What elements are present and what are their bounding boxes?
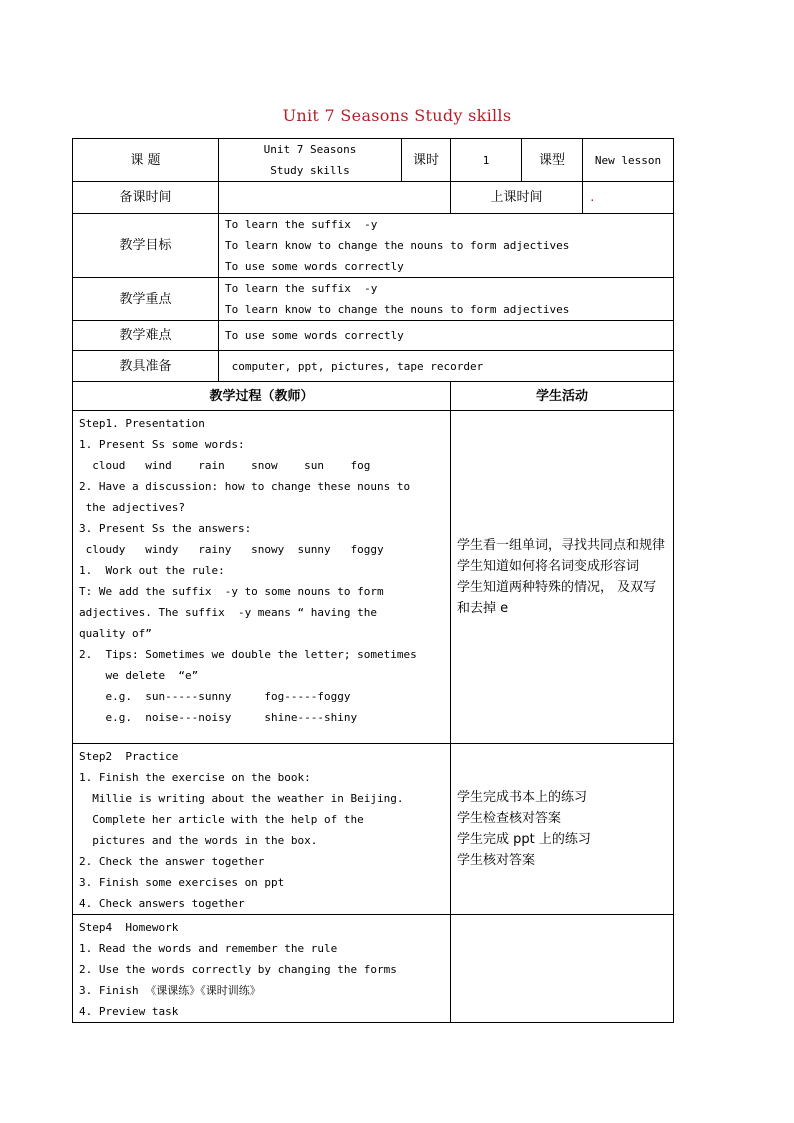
topic-value [219,139,402,182]
step-line: 1. Work out the rule: [79,564,225,577]
materials-row [73,351,674,382]
step-line: e.g. noise---noisy shine----shiny [79,711,358,724]
step-line: 4. Preview task [79,1005,179,1018]
objectives-row [73,214,674,278]
step-line: 2. Check the answer together [79,855,265,868]
lesson-plan-table [72,138,674,1023]
step-line: Complete her article with the help of the [79,813,364,826]
student-line: 学生完成书本上的练习 [457,790,588,805]
step-line: Millie is writing about the weather in Beijing. [79,792,404,805]
student-line: 学生完成 ppt 上的练习 [457,832,591,847]
step-line: 3. Finish 《课课练》《课时训练》 [79,984,261,997]
materials-label: 教具准备 [73,351,219,382]
header-row [73,139,674,182]
step-line: cloudy windy rainy snowy sunny foggy [79,543,384,556]
class-time-label: 上课时间 [451,182,583,214]
objective-line: To use some words correctly [225,260,404,273]
type-label: 课型 [522,139,583,182]
step-line: Step2 Practice [79,750,179,763]
objectives-label: 教学目标 [73,214,219,278]
student-line: 学生检查核对答案 [457,811,562,826]
step-teacher-content [73,915,451,1023]
step-line: e.g. sun-----sunny fog-----foggy [79,690,351,703]
step-line: 2. Use the words correctly by changing the forms [79,963,397,976]
process-header-row [73,382,674,411]
step-line: we delete “e” [79,669,199,682]
step-row [73,411,674,744]
step-line: the adjectives? [79,501,185,514]
step-line: 2. Have a discussion: how to change these nouns to [79,480,411,493]
key-points-row [73,278,674,321]
step-row [73,744,674,915]
step-line: T: We add the suffix -y to some nouns to form [79,585,384,598]
difficulty-line: To use some words correctly [225,329,404,342]
step-line: 1. Read the words and remember the rule [79,942,338,955]
key-points-label: 教学重点 [73,278,219,321]
step-teacher-content [73,744,451,915]
key-points-content [219,278,674,321]
topic-label: 课 题 [73,139,219,182]
objectives-content [219,214,674,278]
difficulties-content [219,321,674,351]
step-line: adjectives. The suffix -y means “ having the [79,606,378,619]
period-label: 课时 [402,139,451,182]
step-line: pictures and the words in the box. [79,834,318,847]
step-teacher-content [73,411,451,744]
key-point-line: To learn the suffix -y [225,282,378,295]
type-value: New lesson [583,139,674,182]
step-student-content [451,411,674,744]
key-point-line: To learn know to change the nouns to form adjectives [225,303,570,316]
step-student-content [451,915,674,1023]
step-line: Step4 Homework [79,921,179,934]
objective-line: To learn the suffix -y [225,218,378,231]
period-value: 1 [451,139,522,182]
student-line: 学生核对答案 [457,853,536,868]
prep-time-label: 备课时间 [73,182,219,214]
difficulties-label: 教学难点 [73,321,219,351]
objective-line: To learn know to change the nouns to form adjectives [225,239,570,252]
step-line: cloud wind rain snow sun fog [79,459,371,472]
class-time-value: . [583,182,674,214]
student-line: 学生看一组单词，寻找共同点和规律 [457,538,666,553]
step-row [73,915,674,1023]
step-line: 1. Finish the exercise on the book: [79,771,311,784]
step-line: 3. Present Ss the answers: [79,522,252,535]
time-row [73,182,674,214]
materials-content [219,351,674,382]
student-line: 学生知道两种特殊的情况， 及双写和去掉 e [457,580,657,616]
step-line: 4. Check answers together [79,897,245,910]
prep-time-value [219,182,451,214]
materials-value: computer, ppt, pictures, tape recorder [225,359,484,373]
student-line: 学生知道如何将名词变成形容词 [457,559,640,574]
difficulties-row [73,321,674,351]
page-title: Unit 7 Seasons Study skills [282,106,512,125]
student-activity-header: 学生活动 [451,382,674,411]
topic-line: Study skills [270,164,350,177]
topic-line: Unit 7 Seasons [263,143,357,156]
step-student-content [451,744,674,915]
step-line: quality of” [79,627,152,640]
step-line: Step1. Presentation [79,417,205,430]
step-line: 2. Tips: Sometimes we double the letter; sometimes [79,648,417,661]
teacher-process-header: 教学过程（教师） [73,382,451,411]
step-line: 1. Present Ss some words: [79,438,245,451]
step-line: 3. Finish some exercises on ppt [79,876,285,889]
